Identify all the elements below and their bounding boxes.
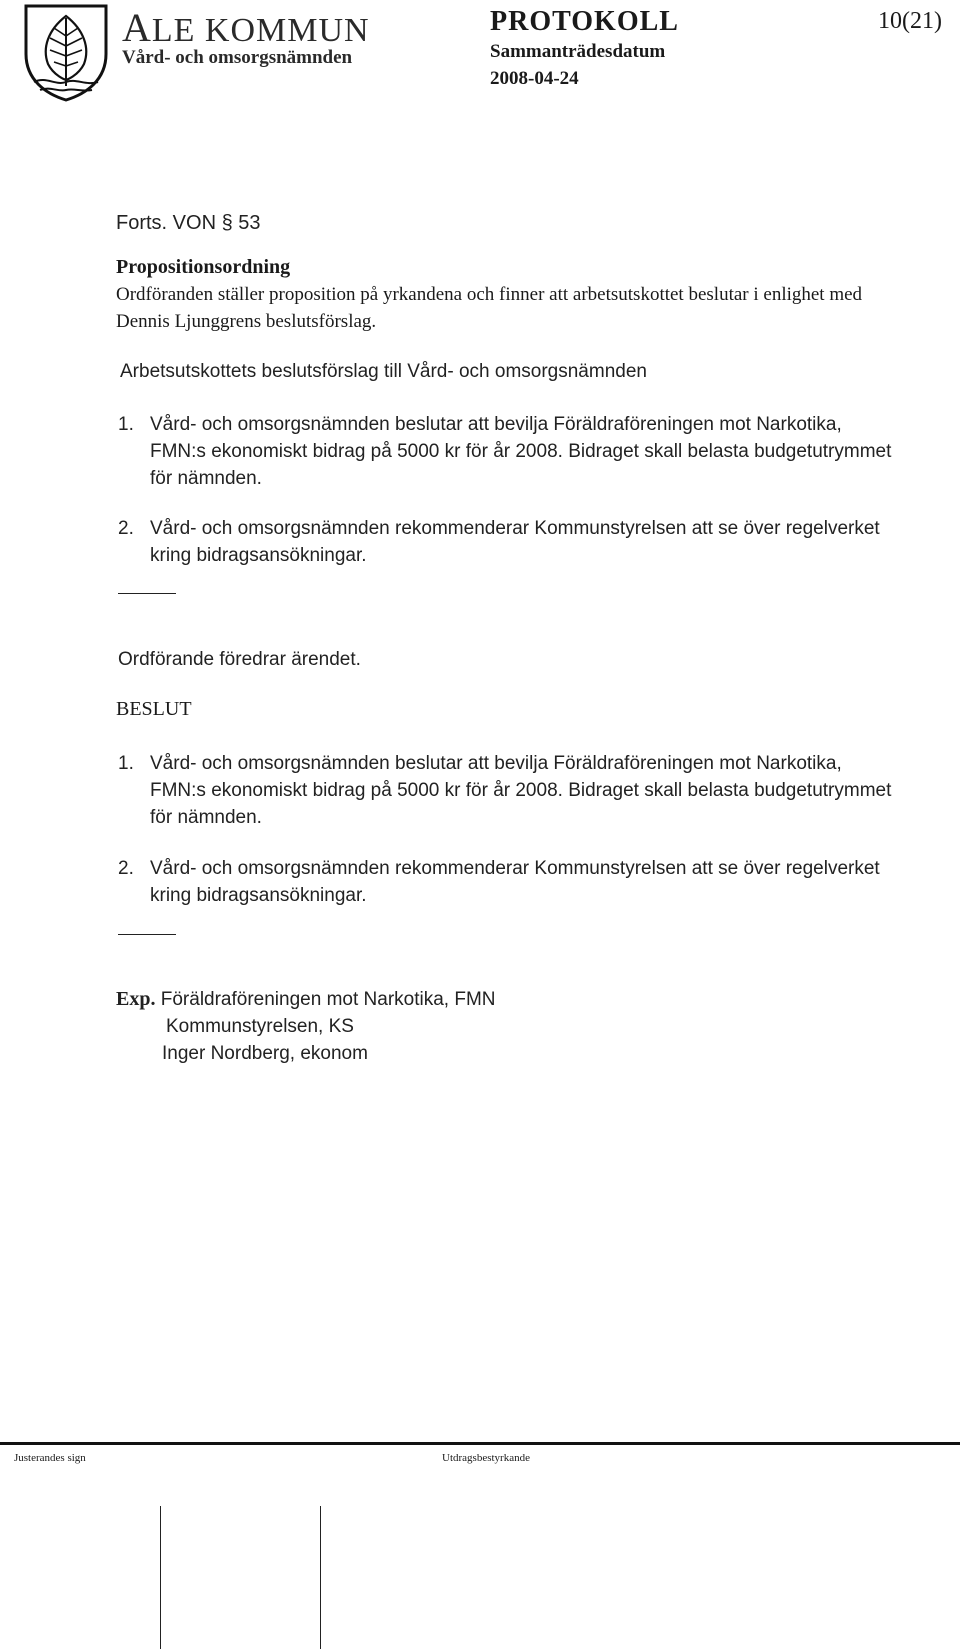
signature-box-divider: [320, 1506, 321, 1649]
continuation-reference: Forts. VON § 53: [116, 212, 261, 234]
organization-name: ALE KOMMUN: [122, 5, 370, 50]
footer-divider: [0, 1442, 960, 1445]
item-number: 1.: [118, 414, 134, 435]
item-text: Vård- och omsorgsnämnden beslutar att bevilja Föräldraföreningen mot Narkotika, FMN:s ekonomiskt bidrag på 5000 kr för år 2008. Bidraget skall belasta budgetutrymmet för nämnden.: [150, 753, 892, 828]
item-text: Vård- och omsorgsnämnden rekommenderar Kommunstyrelsen att se över regelverket kring bidragsansökningar.: [150, 858, 880, 906]
item-number: 1.: [118, 753, 134, 774]
proposition-heading: Propositionsordning: [116, 256, 291, 278]
distribution-recipient: Kommunstyrelsen, KS: [166, 1016, 354, 1037]
extract-certification-label: Utdragsbestyrkande: [442, 1452, 530, 1464]
distribution-label: Exp.: [116, 988, 156, 1010]
proposal-item: [118, 411, 898, 492]
item-text: Vård- och omsorgsnämnden rekommenderar Kommunstyrelsen att se över regelverket kring bidragsansökningar.: [150, 518, 880, 566]
distribution-list: [116, 986, 496, 1013]
committee-proposal-heading: Arbetsutskottets beslutsförslag till Vård- och omsorgsnämnden: [120, 361, 647, 382]
distribution-recipient: Inger Nordberg, ekonom: [162, 1043, 368, 1064]
proposition-text: Ordföranden ställer proposition på yrkandena och finner att arbetsutskottet beslutar i enlighet med Dennis Ljunggrens beslutsförslag.: [116, 284, 863, 332]
section-divider: [118, 593, 176, 594]
proposal-item: [118, 515, 898, 569]
item-number: 2.: [118, 858, 134, 879]
decision-item: [118, 855, 898, 909]
page-number: 10(21): [878, 8, 942, 34]
distribution-recipient: Föräldraföreningen mot Narkotika, FMN: [160, 989, 496, 1010]
decision-heading: BESLUT: [116, 698, 192, 720]
meeting-date-label: Sammanträdesdatum: [490, 41, 666, 62]
decision-item: [118, 750, 898, 831]
item-text: Vård- och omsorgsnämnden beslutar att bevilja Föräldraföreningen mot Narkotika, FMN:s ekonomiskt bidrag på 5000 kr för år 2008. Bidraget skall belasta budgetutrymmet för nämnden.: [150, 414, 892, 489]
organization-subtitle: Vård- och omsorgsnämnden: [122, 47, 353, 68]
item-number: 2.: [118, 518, 134, 539]
document-type: PROTOKOLL: [490, 6, 679, 37]
meeting-date-value: 2008-04-24: [490, 68, 579, 89]
municipal-crest-logo: [22, 2, 110, 102]
section-divider: [118, 934, 176, 935]
adjuster-signature-label: Justerandes sign: [14, 1452, 86, 1464]
chair-presentation-note: Ordförande föredrar ärendet.: [118, 649, 361, 670]
signature-box-divider: [160, 1506, 161, 1649]
